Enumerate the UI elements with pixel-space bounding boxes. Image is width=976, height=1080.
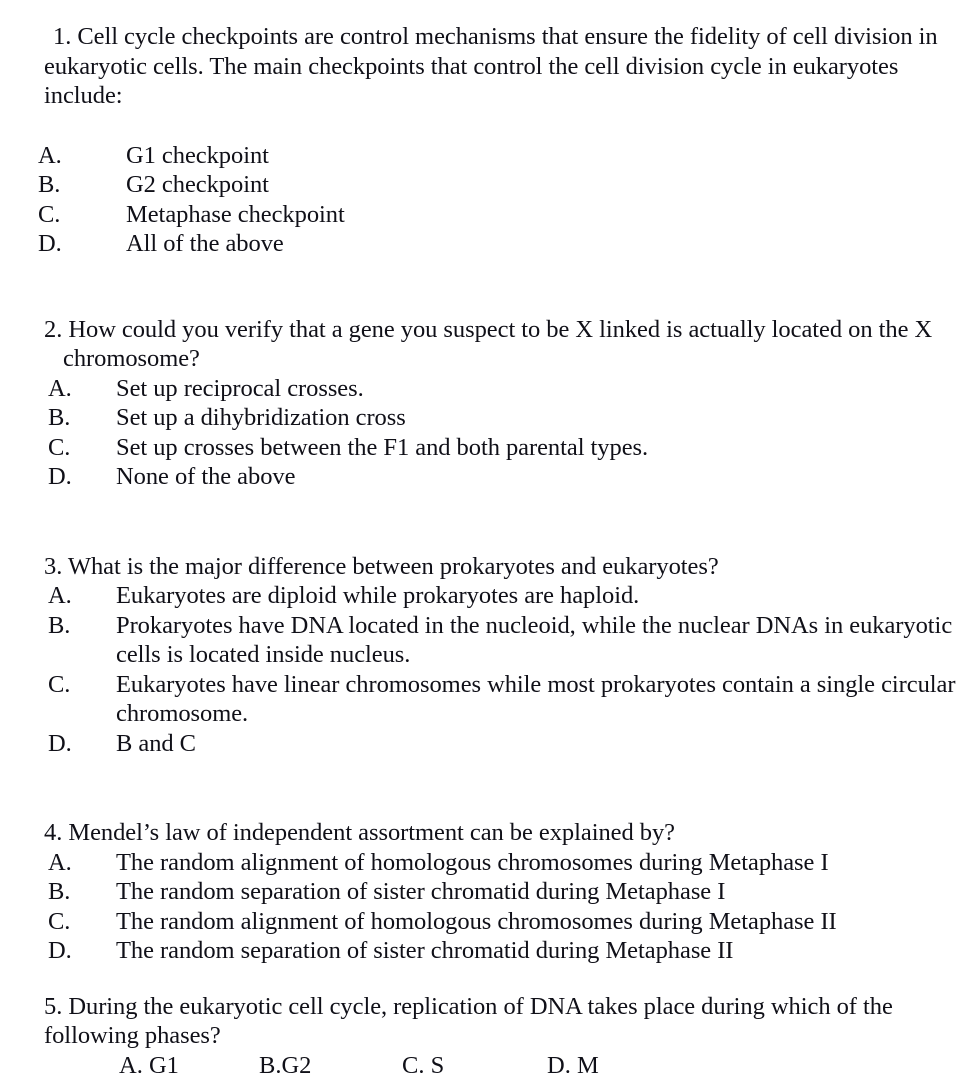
option-3-a — [44, 581, 960, 611]
option-5-a: A. G1 — [119, 1051, 259, 1080]
option-label: C. — [82, 907, 116, 937]
option-text: The random separation of sister chromatid during Metaphase I — [116, 878, 725, 905]
option-1-a — [44, 141, 960, 171]
option-5-c: C. S — [402, 1051, 547, 1080]
option-label: C. — [82, 670, 116, 700]
option-text: Eukaryotes are diploid while prokaryotes are haploid. — [116, 582, 639, 609]
option-text: All of the above — [126, 230, 284, 257]
option-label: A. — [82, 374, 116, 404]
option-3-c — [44, 670, 960, 729]
option-4-b — [44, 877, 960, 907]
option-2-d — [44, 462, 960, 492]
question-block-5 — [44, 992, 960, 1080]
option-text: G2 checkpoint — [126, 171, 269, 198]
option-list-3 — [44, 581, 960, 758]
option-2-b — [44, 403, 960, 433]
option-4-d — [44, 936, 960, 966]
spacer — [44, 492, 960, 552]
spacer — [44, 259, 960, 315]
option-label: D. — [82, 229, 126, 259]
option-text: Eukaryotes have linear chromosomes while most prokaryotes contain a single circular chromosome. — [116, 671, 955, 728]
question-block-2 — [44, 315, 960, 492]
option-label: B. — [82, 170, 126, 200]
option-1-d — [44, 229, 960, 259]
option-1-c — [44, 200, 960, 230]
option-list-1 — [44, 141, 960, 259]
option-label: D. — [82, 462, 116, 492]
spacer — [44, 758, 960, 818]
spacer — [44, 111, 960, 141]
option-label: B. — [82, 403, 116, 433]
option-3-b — [44, 611, 960, 670]
option-label: A. — [82, 581, 116, 611]
option-5-b: B.G2 — [259, 1051, 402, 1080]
option-label: A. — [82, 141, 126, 171]
option-1-b — [44, 170, 960, 200]
option-text: Set up crosses between the F1 and both parental types. — [116, 434, 648, 461]
option-label: C. — [82, 200, 126, 230]
option-5-d: D. M — [547, 1051, 599, 1080]
option-2-a — [44, 374, 960, 404]
question-stem-2: 2. How could you verify that a gene you suspect to be X linked is actually located on the X chromosome? — [44, 315, 960, 374]
option-text: The random alignment of homologous chromosomes during Metaphase I — [116, 849, 829, 876]
option-label: B. — [82, 611, 116, 641]
option-text: Prokaryotes have DNA located in the nucleoid, while the nuclear DNAs in eukaryotic cells is located inside nucleus. — [116, 612, 952, 669]
option-text: The random separation of sister chromatid during Metaphase II — [116, 937, 733, 964]
option-text: B and C — [116, 730, 196, 757]
option-text: Set up reciprocal crosses. — [116, 375, 364, 402]
option-2-c — [44, 433, 960, 463]
spacer — [44, 966, 960, 992]
option-label: A. — [82, 848, 116, 878]
option-text: Metaphase checkpoint — [126, 201, 345, 228]
option-label: B. — [82, 877, 116, 907]
option-list-2 — [44, 374, 960, 492]
option-3-d — [44, 729, 960, 759]
option-4-c — [44, 907, 960, 937]
question-stem-3: 3. What is the major difference between prokaryotes and eukaryotes? — [44, 552, 960, 582]
option-text: G1 checkpoint — [126, 142, 269, 169]
option-text: None of the above — [116, 463, 295, 490]
question-block-4 — [44, 818, 960, 966]
question-block-3 — [44, 552, 960, 759]
option-list-4 — [44, 848, 960, 966]
option-label: D. — [82, 936, 116, 966]
option-label: C. — [82, 433, 116, 463]
question-stem-5: 5. During the eukaryotic cell cycle, replication of DNA takes place during which of the following phases? — [44, 992, 960, 1051]
question-stem-4: 4. Mendel’s law of independent assortment can be explained by? — [44, 818, 960, 848]
option-list-5 — [44, 1051, 960, 1080]
option-text: The random alignment of homologous chromosomes during Metaphase II — [116, 908, 837, 935]
option-label: D. — [82, 729, 116, 759]
question-stem-1: 1. Cell cycle checkpoints are control mechanisms that ensure the fidelity of cell division in eukaryotic cells. The main checkpoints that control the cell division cycle in eukaryotes include: — [44, 22, 960, 111]
option-4-a — [44, 848, 960, 878]
question-block-1 — [44, 22, 960, 259]
option-text: Set up a dihybridization cross — [116, 404, 406, 431]
